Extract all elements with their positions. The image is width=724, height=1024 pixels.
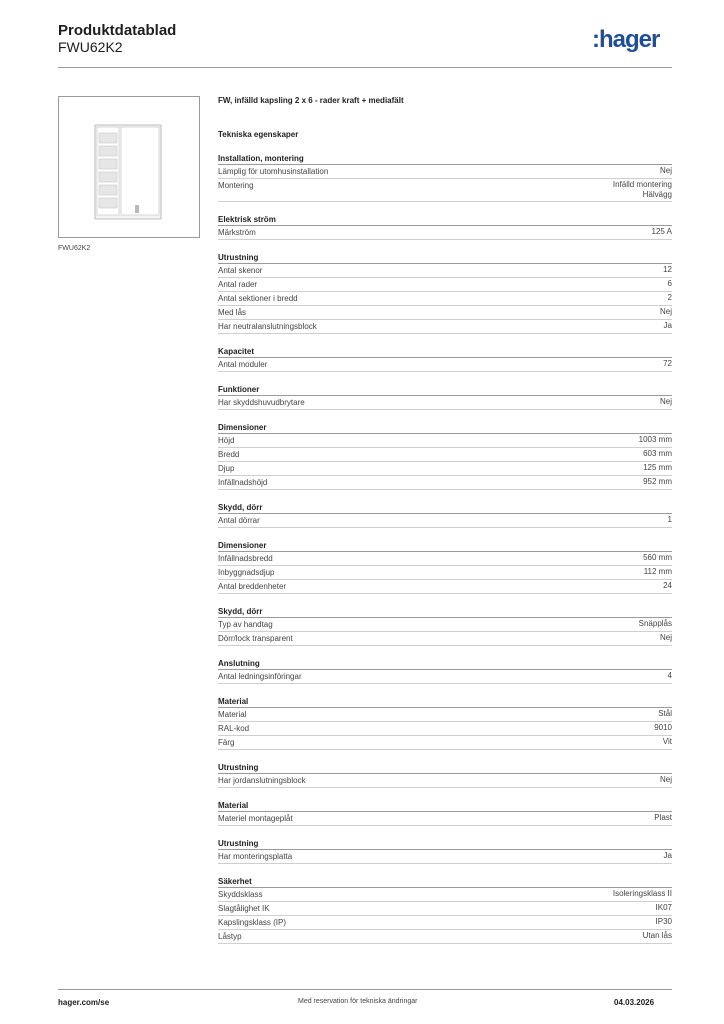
- spec-row: [218, 292, 672, 306]
- spec-label: RAL-kod: [218, 724, 250, 733]
- spec-label: Färg: [218, 738, 235, 747]
- spec-row: [218, 580, 672, 594]
- spec-value-line: 125 A: [651, 227, 672, 236]
- spec-section: [218, 214, 672, 240]
- spec-value-line: 6: [667, 279, 672, 288]
- spec-value-line: 1: [667, 515, 672, 524]
- spec-value: [613, 889, 672, 900]
- spec-value: [643, 477, 672, 488]
- footer-note: Med reservation för tekniska ändringar: [298, 998, 418, 1005]
- spec-value-line: Infälld montering: [612, 180, 672, 189]
- spec-label: Har monteringsplatta: [218, 852, 293, 861]
- spec-value-line: Stål: [658, 709, 672, 718]
- spec-row: [218, 514, 672, 528]
- spec-row: [218, 566, 672, 580]
- spec-label: Montering: [218, 181, 254, 190]
- spec-value: [613, 180, 672, 200]
- spec-label: Material: [218, 710, 247, 719]
- spec-value-line: Nej: [659, 633, 672, 642]
- section-title: Utrustning: [218, 762, 672, 774]
- spec-value-line: Vit: [662, 737, 672, 746]
- spec-section: [218, 346, 672, 372]
- spec-value-line: 952 mm: [643, 477, 672, 486]
- spec-value-line: Nej: [659, 775, 672, 784]
- spec-label: Har jordanslutningsblock: [218, 776, 306, 785]
- spec-section: [218, 696, 672, 750]
- spec-row: [218, 434, 672, 448]
- spec-section: [218, 838, 672, 864]
- spec-row: [218, 736, 672, 750]
- spec-row: [218, 812, 672, 826]
- spec-value: [668, 515, 672, 526]
- spec-label: Lämplig för utomhusinstallation: [218, 167, 329, 176]
- spec-value-line: 603 mm: [643, 449, 672, 458]
- spec-label: Har neutralanslutningsblock: [218, 322, 317, 331]
- product-description: FW, infälld kapsling 2 x 6 - rader kraft + mediafält: [218, 96, 404, 105]
- spec-row: [218, 396, 672, 410]
- spec-value-line: 112 mm: [643, 567, 672, 576]
- spec-row: [218, 618, 672, 632]
- spec-value: [664, 321, 672, 332]
- spec-row: [218, 306, 672, 320]
- spec-value-line: Hälvägg: [642, 190, 672, 199]
- product-image: [58, 96, 200, 238]
- spec-section: [218, 153, 672, 202]
- spec-value: [656, 903, 672, 914]
- spec-value: [652, 227, 672, 238]
- spec-label: Infällnadsbredd: [218, 554, 273, 563]
- section-title: Säkerhet: [218, 876, 672, 888]
- spec-row: [218, 722, 672, 736]
- spec-label: Låstyp: [218, 932, 242, 941]
- spec-value: [643, 553, 672, 564]
- spec-row: [218, 708, 672, 722]
- spec-value: [654, 723, 672, 734]
- spec-label: Antal breddenheter: [218, 582, 287, 591]
- section-title: Utrustning: [218, 838, 672, 850]
- spec-label: Antal sektioner i bredd: [218, 294, 298, 303]
- page-title: Produktdatablad: [58, 22, 177, 39]
- spec-label: Med lås: [218, 308, 247, 317]
- spec-value: [658, 709, 672, 720]
- spec-label: Antal skenor: [218, 266, 263, 275]
- spec-value: [663, 737, 672, 748]
- spec-value: [644, 567, 672, 578]
- spec-value-line: IP30: [655, 917, 672, 926]
- spec-value-line: 1003 mm: [638, 435, 672, 444]
- spec-section: [218, 876, 672, 944]
- spec-section: [218, 502, 672, 528]
- spec-row: [218, 358, 672, 372]
- spec-value-line: 24: [663, 581, 672, 590]
- spec-label: Slagtålighet IK: [218, 904, 270, 913]
- spec-value: [660, 775, 672, 786]
- spec-value: [663, 581, 672, 592]
- spec-label: Djup: [218, 464, 235, 473]
- section-title: Kapacitet: [218, 346, 672, 358]
- spec-value-line: 2: [667, 293, 672, 302]
- spec-label: Antal ledningsinföringar: [218, 672, 302, 681]
- section-title: Dimensioner: [218, 540, 672, 552]
- spec-row: [218, 850, 672, 864]
- spec-value: [639, 619, 672, 630]
- section-title: Utrustning: [218, 252, 672, 264]
- spec-value-line: IK07: [655, 903, 672, 912]
- spec-row: [218, 632, 672, 646]
- spec-value-line: 12: [663, 265, 672, 274]
- spec-value: [660, 166, 672, 177]
- spec-value-line: 4: [667, 671, 672, 680]
- spec-value-line: 9010: [654, 723, 672, 732]
- spec-value: [643, 931, 672, 942]
- spec-section: [218, 384, 672, 410]
- spec-value: [643, 463, 672, 474]
- spec-label: Höjd: [218, 436, 235, 445]
- spec-value-line: Nej: [659, 166, 672, 175]
- spec-value-line: Ja: [663, 321, 672, 330]
- spec-row: [218, 902, 672, 916]
- spec-value-line: 560 mm: [643, 553, 672, 562]
- spec-row: [218, 226, 672, 240]
- spec-sections: [218, 153, 672, 944]
- spec-content: [218, 95, 672, 944]
- spec-label: Har skyddshuvudbrytare: [218, 398, 305, 407]
- spec-row: [218, 179, 672, 202]
- spec-value: [654, 813, 672, 824]
- enclosure-image-icon: [59, 97, 201, 239]
- spec-row: [218, 278, 672, 292]
- spec-label: Antal rader: [218, 280, 258, 289]
- section-title: Elektrisk ström: [218, 214, 672, 226]
- spec-row: [218, 165, 672, 179]
- section-title: Skydd, dörr: [218, 606, 672, 618]
- spec-section: [218, 658, 672, 684]
- spec-value-line: Snäpplås: [638, 619, 672, 628]
- spec-row: [218, 774, 672, 788]
- spec-section: [218, 540, 672, 594]
- spec-label: Typ av handtag: [218, 620, 273, 629]
- spec-section: [218, 252, 672, 334]
- footer-website: hager.com/se: [58, 998, 110, 1007]
- spec-value: [660, 397, 672, 408]
- spec-value-line: Plast: [654, 813, 672, 822]
- spec-value-line: 72: [663, 359, 672, 368]
- hager-logo: :hager: [592, 26, 660, 53]
- tech-heading: Tekniska egenskaper: [218, 130, 299, 139]
- spec-section: [218, 762, 672, 788]
- spec-section: [218, 606, 672, 646]
- footer-date: 04.03.2026: [614, 998, 655, 1007]
- image-caption: FWU62K2: [58, 245, 91, 252]
- section-title: Material: [218, 800, 672, 812]
- spec-label: Inbyggnadsdjup: [218, 568, 275, 577]
- spec-value: [656, 917, 672, 928]
- spec-value-line: Nej: [659, 307, 672, 316]
- spec-value: [660, 633, 672, 644]
- section-title: Skydd, dörr: [218, 502, 672, 514]
- spec-value: [643, 449, 672, 460]
- spec-row: [218, 930, 672, 944]
- spec-value-line: 125 mm: [643, 463, 672, 472]
- spec-value: [663, 359, 672, 370]
- spec-row: [218, 552, 672, 566]
- section-title: Dimensioner: [218, 422, 672, 434]
- spec-section: [218, 422, 672, 490]
- spec-value: [668, 279, 672, 290]
- spec-label: Märkström: [218, 228, 256, 237]
- section-title: Anslutning: [218, 658, 672, 670]
- spec-label: Antal moduler: [218, 360, 268, 369]
- product-code: FWU62K2: [58, 39, 123, 55]
- spec-value: [668, 293, 672, 304]
- spec-row: [218, 888, 672, 902]
- spec-value: [663, 265, 672, 276]
- spec-label: Antal dörrar: [218, 516, 260, 525]
- section-title: Funktioner: [218, 384, 672, 396]
- spec-row: [218, 670, 672, 684]
- spec-row: [218, 476, 672, 490]
- spec-row: [218, 462, 672, 476]
- footer-divider: [58, 989, 672, 990]
- spec-value-line: Utan lås: [642, 931, 672, 940]
- spec-row: [218, 320, 672, 334]
- spec-row: [218, 264, 672, 278]
- spec-label: Kapslingsklass (IP): [218, 918, 287, 927]
- header-divider: [58, 67, 672, 68]
- spec-row: [218, 448, 672, 462]
- spec-value-line: Nej: [659, 397, 672, 406]
- spec-value: [664, 851, 672, 862]
- spec-label: Skyddsklass: [218, 890, 263, 899]
- section-title: Material: [218, 696, 672, 708]
- section-title: Installation, montering: [218, 153, 672, 165]
- spec-value: [660, 307, 672, 318]
- spec-label: Bredd: [218, 450, 240, 459]
- spec-value: [639, 435, 672, 446]
- spec-section: [218, 800, 672, 826]
- spec-value: [668, 671, 672, 682]
- spec-label: Materiel montageplåt: [218, 814, 293, 823]
- spec-label: Infällnadshöjd: [218, 478, 268, 487]
- spec-row: [218, 916, 672, 930]
- spec-value-line: Isoleringsklass II: [612, 889, 672, 898]
- spec-value-line: Ja: [663, 851, 672, 860]
- spec-label: Dörr/lock transparent: [218, 634, 293, 643]
